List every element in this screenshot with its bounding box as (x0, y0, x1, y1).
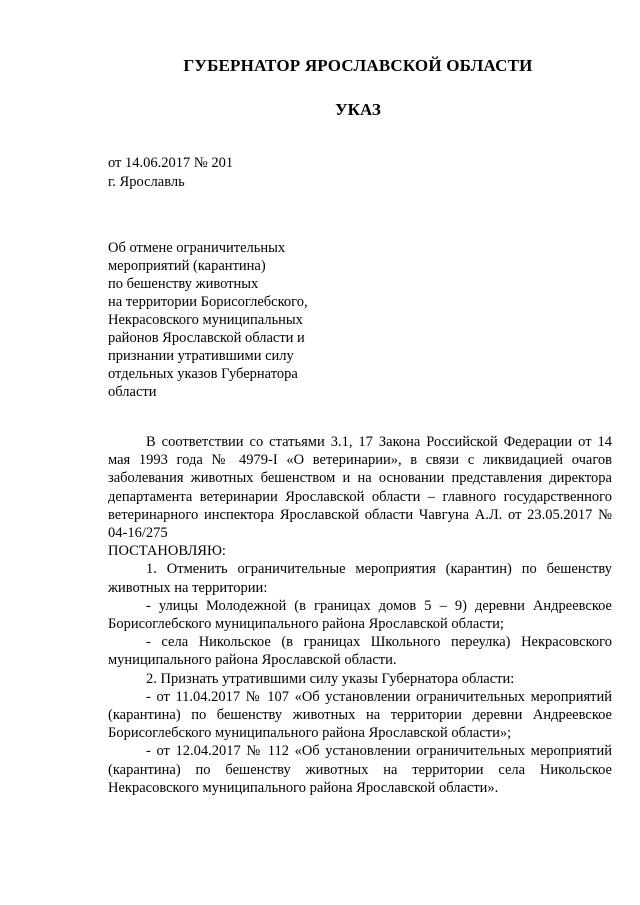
item-2-sub-1: - от 11.04.2017 № 107 «Об установлении ограничительных мероприятий (карантина) по бешенству животных на территории деревни Андреевское Борисоглебского муниципального района Ярославской области»; (108, 688, 612, 742)
date-number: от 14.06.2017 № 201 (108, 155, 234, 171)
item-1-sub-1: - улицы Молодежной (в границах домов 5 – 9) деревни Андреевское Борисоглебского муниципального района Ярославской области; (108, 597, 612, 633)
subject-line: области (108, 384, 157, 400)
item-1-sub-2: - села Никольское (в границах Школьного переулка) Некрасовского муниципального района Ярославской области. (108, 634, 612, 669)
subject-line: Об отмене ограничительных (108, 240, 286, 256)
subject-line: Некрасовского муниципальных (108, 312, 303, 328)
document-meta (108, 154, 233, 192)
item-2: 2. Признать утратившими силу указы Губернатора области: (146, 670, 515, 687)
subject-line: районов Ярославской области и (108, 330, 305, 346)
preamble-paragraph: В соответствии со статьями 3.1, 17 Закона Российской Федерации от 14 мая 1993 года № 4979-I «О ветеринарии», в связи с ликвидацией очагов заболевания животных бешенством и на основании представления директора департамента ветеринарии Ярославской области – главного государственного ветеринарного инспектора Ярославской области Чавгуна А.Л. от 23.05.2017 № 04-16/275 (108, 434, 612, 542)
subject-line: признании утратившими силу (108, 348, 294, 364)
subject-line: отдельных указов Губернатора (108, 366, 298, 382)
document-type: УКАЗ (335, 100, 381, 119)
subject-line: на территории Борисоглебского, (108, 294, 308, 310)
item-2-sub-2: - от 12.04.2017 № 112 «Об установлении ограничительных мероприятий (карантина) по бешенству животных на территории села Никольское Некрасовского муниципального района Ярославской области». (108, 743, 612, 796)
city: г. Ярославль (108, 174, 185, 190)
document-title: ГУБЕРНАТОР ЯРОСЛАВСКОЙ ОБЛАСТИ (183, 56, 533, 75)
document-subject (108, 239, 308, 401)
decree-word: ПОСТАНОВЛЯЮ: (108, 543, 226, 560)
subject-line: по бешенству животных (108, 276, 259, 292)
item-1: 1. Отменить ограничительные мероприятия (карантин) по бешенству животных на территории: (108, 561, 612, 596)
document-body (108, 433, 612, 797)
subject-line: мероприятий (карантина) (108, 258, 266, 274)
